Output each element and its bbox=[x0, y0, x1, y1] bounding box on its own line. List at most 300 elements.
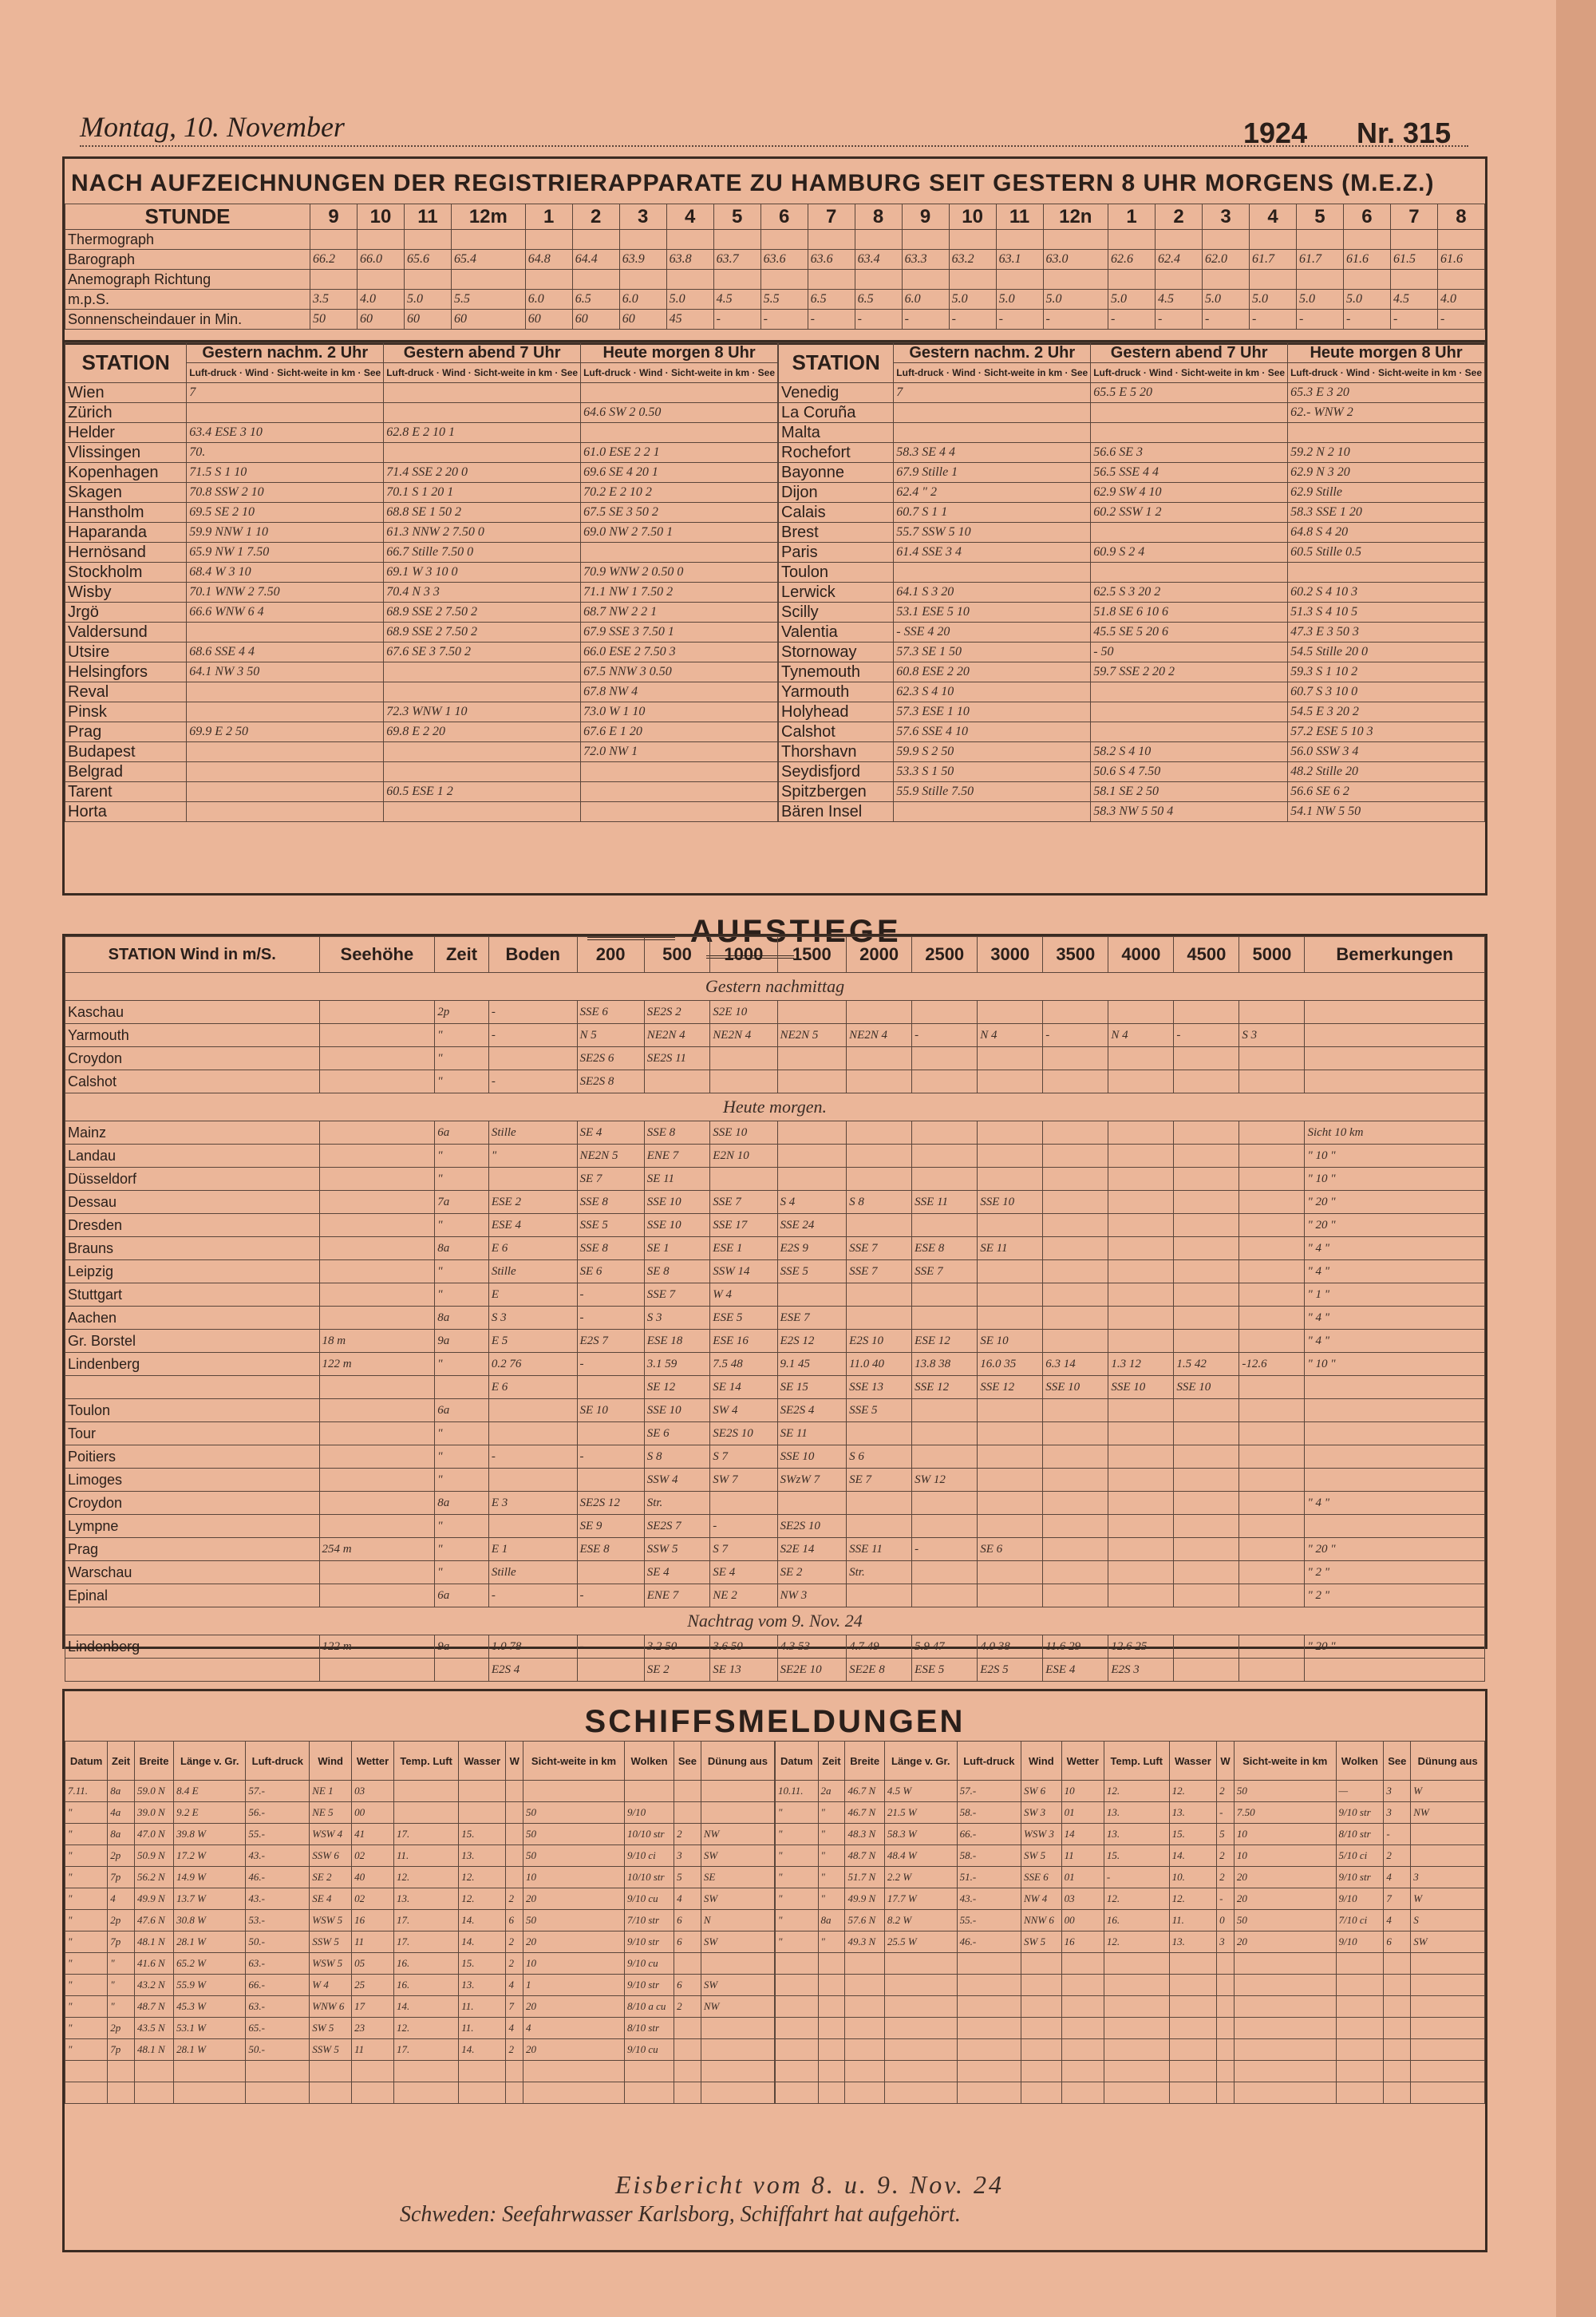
aufstieg-row bbox=[65, 1145, 1485, 1168]
ship-value bbox=[459, 2082, 506, 2104]
station-obs bbox=[187, 702, 384, 722]
ship-value bbox=[1169, 1953, 1217, 1975]
aufstieg-value: E2S 10 bbox=[847, 1330, 912, 1353]
ship-value bbox=[1384, 1996, 1411, 2018]
ship-value: 43.- bbox=[957, 1888, 1021, 1910]
ship-value: 11 bbox=[352, 1931, 394, 1953]
ship-value bbox=[624, 2082, 674, 2104]
station-name: Calais bbox=[779, 503, 894, 523]
ship-value bbox=[701, 1953, 774, 1975]
ship-value bbox=[1411, 2061, 1485, 2082]
station-row bbox=[65, 662, 778, 682]
ship-value: 57.6 N bbox=[845, 1910, 884, 1931]
ship-value: 01 bbox=[1061, 1867, 1104, 1888]
ship-value: 14. bbox=[1169, 1845, 1217, 1867]
aufstieg-value: NW 3 bbox=[777, 1584, 847, 1607]
ship-value bbox=[1234, 2061, 1336, 2082]
aufstieg-value: ESE 4 bbox=[488, 1214, 577, 1237]
aufstieg-value bbox=[435, 1376, 489, 1399]
aufstieg-value bbox=[1305, 1422, 1485, 1445]
ship-value bbox=[1384, 2061, 1411, 2082]
station-obs: 67.6 SE 3 7.50 2 bbox=[384, 643, 581, 662]
ship-col-header: Wind bbox=[310, 1742, 352, 1781]
station-obs: 70.9 WNW 2 0.50 0 bbox=[581, 563, 778, 583]
ship-value: WSW 5 bbox=[310, 1910, 352, 1931]
aufstieg-value: 6.3 14 bbox=[1043, 1353, 1108, 1376]
aufstieg-value bbox=[1043, 1283, 1108, 1307]
station-obs bbox=[1091, 403, 1288, 423]
aufstieg-value: 3.1 59 bbox=[644, 1353, 710, 1376]
aufstieg-station: Croydon bbox=[65, 1492, 320, 1515]
aufstieg-value: SSE 6 bbox=[577, 1001, 644, 1024]
aufstieg-value: SSE 17 bbox=[710, 1214, 777, 1237]
aufstieg-value bbox=[978, 1515, 1043, 1538]
recorder-value: 63.0 bbox=[1043, 250, 1108, 270]
aufstieg-value bbox=[1108, 1538, 1174, 1561]
ship-value bbox=[1217, 1996, 1235, 2018]
aufstieg-value: 11.6 29 bbox=[1043, 1635, 1108, 1659]
ship-value: 20 bbox=[523, 1931, 625, 1953]
ship-row bbox=[776, 1845, 1485, 1867]
station-obs: 65.9 NW 1 7.50 bbox=[187, 543, 384, 563]
aufstieg-value: " bbox=[435, 1070, 489, 1093]
ship-value: 13.7 W bbox=[174, 1888, 246, 1910]
ship-value: 10 bbox=[523, 1953, 625, 1975]
aufstieg-row bbox=[65, 1214, 1485, 1237]
aufstieg-value bbox=[1239, 1635, 1305, 1659]
ship-value bbox=[845, 2039, 884, 2061]
aufstieg-value bbox=[1239, 1515, 1305, 1538]
aufstiege-col-header: 3500 bbox=[1043, 937, 1108, 973]
ship-value: 55.9 W bbox=[174, 1975, 246, 1996]
ship-value bbox=[845, 1996, 884, 2018]
station-name: Wien bbox=[65, 383, 187, 403]
ship-col-header: Datum bbox=[776, 1742, 819, 1781]
station-obs: 57.3 ESE 1 10 bbox=[894, 702, 1091, 722]
ship-row bbox=[65, 1888, 775, 1910]
stations-left-table bbox=[65, 342, 778, 822]
aufstieg-row bbox=[65, 1283, 1485, 1307]
ship-value: 43.2 N bbox=[134, 1975, 173, 1996]
aufstieg-value: SE2S 10 bbox=[777, 1515, 847, 1538]
station-obs bbox=[581, 543, 778, 563]
ship-value: 13. bbox=[459, 1975, 506, 1996]
ship-value: 9/10 str bbox=[624, 1931, 674, 1953]
aufstiege-col-header: Boden bbox=[488, 937, 577, 973]
recorder-value: 5.0 bbox=[996, 290, 1043, 310]
recorder-value: 6.5 bbox=[855, 290, 902, 310]
aufstieg-value bbox=[1108, 1584, 1174, 1607]
ship-value: 02 bbox=[352, 1845, 394, 1867]
recorder-value bbox=[949, 270, 996, 290]
aufstieg-value bbox=[319, 1492, 435, 1515]
ship-value: 4 bbox=[1384, 1910, 1411, 1931]
station-row bbox=[779, 742, 1485, 762]
recorder-value bbox=[1437, 230, 1484, 250]
ship-value: 21.5 W bbox=[884, 1802, 957, 1824]
station-obs: 72.3 WNW 1 10 bbox=[384, 702, 581, 722]
aufstieg-value bbox=[1305, 1659, 1485, 1682]
station-name: Tynemouth bbox=[779, 662, 894, 682]
ship-value: 7.11. bbox=[65, 1781, 108, 1802]
aufstieg-value: - bbox=[577, 1353, 644, 1376]
aufstieg-value bbox=[978, 1422, 1043, 1445]
ship-value: 8a bbox=[108, 1781, 135, 1802]
recorder-value: 61.7 bbox=[1250, 250, 1297, 270]
ship-value: 20 bbox=[1234, 1888, 1336, 1910]
aufstieg-value: ESE 5 bbox=[710, 1307, 777, 1330]
ship-value bbox=[776, 1996, 819, 2018]
station-row bbox=[779, 503, 1485, 523]
recorder-value: - bbox=[902, 310, 949, 330]
recorder-value bbox=[902, 270, 949, 290]
station-obs bbox=[384, 383, 581, 403]
ship-value: SW 5 bbox=[1021, 1931, 1062, 1953]
ship-value bbox=[884, 1975, 957, 1996]
ship-value: 63.- bbox=[246, 1953, 310, 1975]
aufstieg-row bbox=[65, 1191, 1485, 1214]
recorder-value bbox=[404, 230, 451, 250]
hour-cell: 5 bbox=[713, 204, 760, 230]
ship-row bbox=[65, 2039, 775, 2061]
aufstieg-value: " bbox=[435, 1422, 489, 1445]
aufstieg-value bbox=[1174, 1515, 1239, 1538]
ship-row bbox=[65, 2018, 775, 2039]
ship-value: 2 bbox=[506, 1931, 523, 1953]
aufstieg-value bbox=[1174, 1191, 1239, 1214]
recorder-value bbox=[1203, 270, 1250, 290]
ship-value: 6 bbox=[674, 1931, 701, 1953]
aufstieg-value: E2S 3 bbox=[1108, 1659, 1174, 1682]
aufstieg-value bbox=[1043, 1538, 1108, 1561]
station-obs: 59.2 N 2 10 bbox=[1288, 443, 1485, 463]
aufstieg-value bbox=[1108, 1561, 1174, 1584]
ship-value bbox=[1104, 2018, 1169, 2039]
station-row bbox=[779, 543, 1485, 563]
aufstieg-value bbox=[1174, 1584, 1239, 1607]
aufstieg-value bbox=[577, 1561, 644, 1584]
recorder-value: 63.4 bbox=[855, 250, 902, 270]
ship-value: 12. bbox=[1169, 1781, 1217, 1802]
ship-value: 4 bbox=[108, 1888, 135, 1910]
ship-value: 50.- bbox=[246, 2039, 310, 2061]
aufstieg-value: - bbox=[577, 1283, 644, 1307]
recorder-value: 6.0 bbox=[902, 290, 949, 310]
aufstieg-station: Calshot bbox=[65, 1070, 320, 1093]
aufstieg-value: SSE 12 bbox=[978, 1376, 1043, 1399]
schiff-title: SCHIFFSMELDUNGEN bbox=[584, 1704, 966, 1739]
aufstieg-value: " 20 " bbox=[1305, 1214, 1485, 1237]
station-obs: 58.3 SSE 1 20 bbox=[1288, 503, 1485, 523]
page-edge bbox=[1556, 0, 1596, 2317]
ship-value bbox=[1104, 2082, 1169, 2104]
recorder-value: 5.0 bbox=[404, 290, 451, 310]
aufstieg-value bbox=[1239, 1283, 1305, 1307]
ship-value: 56.- bbox=[246, 1802, 310, 1824]
aufstieg-value bbox=[912, 1307, 978, 1330]
aufstiege-col-header: Seehöhe bbox=[319, 937, 435, 973]
aufstieg-value: SSE 10 bbox=[1108, 1376, 1174, 1399]
station-obs: 69.5 SE 2 10 bbox=[187, 503, 384, 523]
aufstieg-value bbox=[978, 1561, 1043, 1584]
aufstieg-value: S 7 bbox=[710, 1445, 777, 1469]
hour-table bbox=[65, 204, 1485, 330]
aufstieg-value bbox=[1174, 1070, 1239, 1093]
recorder-value bbox=[451, 230, 525, 250]
aufstieg-value: " bbox=[435, 1260, 489, 1283]
station-name: Bayonne bbox=[779, 463, 894, 483]
ship-value: SW 3 bbox=[1021, 1802, 1062, 1824]
ship-value bbox=[1411, 1953, 1485, 1975]
aufstieg-value: SE 10 bbox=[577, 1399, 644, 1422]
hour-cell: 1 bbox=[1108, 204, 1156, 230]
station-obs: 48.2 Stille 20 bbox=[1288, 762, 1485, 782]
aufstieg-station: Düsseldorf bbox=[65, 1168, 320, 1191]
ship-value: 15. bbox=[459, 1824, 506, 1845]
aufstieg-value: N 5 bbox=[577, 1024, 644, 1047]
aufstieg-value bbox=[847, 1145, 912, 1168]
ship-value: 10.11. bbox=[776, 1781, 819, 1802]
aufstieg-value: 9a bbox=[435, 1635, 489, 1659]
ship-value: SW bbox=[1411, 1931, 1485, 1953]
aufstieg-row bbox=[65, 1024, 1485, 1047]
aufstieg-value: SSE 7 bbox=[847, 1260, 912, 1283]
ship-value: 16. bbox=[394, 1953, 459, 1975]
station-obs: 58.3 SE 4 4 bbox=[894, 443, 1091, 463]
ship-value bbox=[1234, 1975, 1336, 1996]
aufstieg-value bbox=[1239, 1659, 1305, 1682]
hour-cell: 1 bbox=[525, 204, 572, 230]
aufstieg-value: SSW 5 bbox=[644, 1538, 710, 1561]
recorder-value bbox=[1343, 270, 1390, 290]
aufstieg-value: " bbox=[435, 1445, 489, 1469]
aufstieg-value bbox=[1174, 1047, 1239, 1070]
aufstieg-value: NE 2 bbox=[710, 1584, 777, 1607]
ship-value: 49.9 N bbox=[134, 1888, 173, 1910]
aufstieg-value bbox=[1043, 1237, 1108, 1260]
ship-value: 13. bbox=[394, 1888, 459, 1910]
ship-value: " bbox=[65, 2018, 108, 2039]
recorder-value: 5.0 bbox=[1043, 290, 1108, 310]
recorder-value: - bbox=[1296, 310, 1343, 330]
aufstieg-value bbox=[1239, 1376, 1305, 1399]
ship-value bbox=[957, 2061, 1021, 2082]
station-obs: 56.6 SE 6 2 bbox=[1288, 782, 1485, 802]
aufstiege-col-header: 4500 bbox=[1174, 937, 1239, 973]
aufstieg-value: SSE 8 bbox=[577, 1191, 644, 1214]
station-obs: 60.5 ESE 1 2 bbox=[384, 782, 581, 802]
aufstieg-value: - bbox=[710, 1515, 777, 1538]
station-name: Pinsk bbox=[65, 702, 187, 722]
ship-value: 23 bbox=[352, 2018, 394, 2039]
station-obs bbox=[384, 762, 581, 782]
aufstieg-value bbox=[1174, 1635, 1239, 1659]
station-row bbox=[779, 682, 1485, 702]
aufstieg-station: Mainz bbox=[65, 1121, 320, 1145]
aufstieg-station: Brauns bbox=[65, 1237, 320, 1260]
subheader: Luft-druck · Wind · Sicht-weite in km · See bbox=[384, 363, 581, 383]
ship-row bbox=[65, 1824, 775, 1845]
station-name: Calshot bbox=[779, 722, 894, 742]
station-obs bbox=[187, 802, 384, 822]
aufstieg-value: " 10 " bbox=[1305, 1353, 1485, 1376]
ship-value: 45.3 W bbox=[174, 1996, 246, 2018]
station-obs: 72.0 NW 1 bbox=[581, 742, 778, 762]
station-obs: 59.3 S 1 10 2 bbox=[1288, 662, 1485, 682]
ship-value: 12. bbox=[1104, 1931, 1169, 1953]
station-obs: 69.8 E 2 20 bbox=[384, 722, 581, 742]
aufstieg-value: S 3 bbox=[488, 1307, 577, 1330]
ship-value: 25.5 W bbox=[884, 1931, 957, 1953]
station-row bbox=[779, 603, 1485, 623]
ship-value bbox=[1061, 1953, 1104, 1975]
aufstieg-value: SE 7 bbox=[577, 1168, 644, 1191]
ship-value: 7.50 bbox=[1234, 1802, 1336, 1824]
aufstieg-value bbox=[1239, 1445, 1305, 1469]
aufstieg-value: Stille bbox=[488, 1121, 577, 1145]
ship-value bbox=[310, 2061, 352, 2082]
aufstieg-value bbox=[847, 1584, 912, 1607]
aufstieg-value bbox=[1239, 1307, 1305, 1330]
ship-value: 46.7 N bbox=[845, 1802, 884, 1824]
ship-value: 9/10 bbox=[624, 1802, 674, 1824]
station-row bbox=[65, 603, 778, 623]
recorder-value: 62.0 bbox=[1203, 250, 1250, 270]
aufstieg-value: - bbox=[577, 1584, 644, 1607]
aufstieg-value: 3.2 50 bbox=[644, 1635, 710, 1659]
aufstiege-table bbox=[65, 936, 1485, 1682]
aufstiege-box bbox=[62, 934, 1487, 1676]
aufstieg-value: SE2S 10 bbox=[710, 1422, 777, 1445]
ship-value bbox=[1061, 1996, 1104, 2018]
recorder-value: 61.7 bbox=[1296, 250, 1343, 270]
ship-value: 17. bbox=[394, 1931, 459, 1953]
ship-value bbox=[1104, 2039, 1169, 2061]
recorder-value: 64.4 bbox=[572, 250, 619, 270]
aufstieg-value: S 3 bbox=[644, 1307, 710, 1330]
ship-right-table bbox=[775, 1741, 1485, 2104]
aufstieg-value bbox=[319, 1214, 435, 1237]
ship-value bbox=[1384, 2082, 1411, 2104]
ship-value bbox=[1384, 2018, 1411, 2039]
ship-col-header: See bbox=[1384, 1742, 1411, 1781]
station-obs: 67.5 NNW 3 0.50 bbox=[581, 662, 778, 682]
aufstieg-value: " 4 " bbox=[1305, 1330, 1485, 1353]
station-obs: 68.6 SSE 4 4 bbox=[187, 643, 384, 662]
aufstieg-value bbox=[1174, 1237, 1239, 1260]
ship-value: 6 bbox=[674, 1975, 701, 1996]
ship-row bbox=[776, 1824, 1485, 1845]
aufstieg-value bbox=[1174, 1330, 1239, 1353]
station-row bbox=[65, 463, 778, 483]
aufstieg-value: - bbox=[577, 1445, 644, 1469]
station-name: Prag bbox=[65, 722, 187, 742]
ship-value: 39.8 W bbox=[174, 1824, 246, 1845]
ship-value: 15. bbox=[1169, 1824, 1217, 1845]
ship-value: 9/10 cu bbox=[624, 1953, 674, 1975]
station-obs: 60.8 ESE 2 20 bbox=[894, 662, 1091, 682]
station-obs: 68.9 SSE 2 7.50 2 bbox=[384, 603, 581, 623]
station-row bbox=[65, 643, 778, 662]
station-row bbox=[65, 543, 778, 563]
aufstiege-col-header: STATION Wind in m/S. bbox=[65, 937, 320, 973]
aufstieg-value bbox=[1043, 1145, 1108, 1168]
ship-value bbox=[1217, 2039, 1235, 2061]
aufstieg-value: SE 14 bbox=[710, 1376, 777, 1399]
ship-value: 10 bbox=[1234, 1824, 1336, 1845]
station-name: Scilly bbox=[779, 603, 894, 623]
aufstieg-value: - bbox=[488, 1445, 577, 1469]
station-row bbox=[779, 463, 1485, 483]
ship-row bbox=[65, 1867, 775, 1888]
aufstieg-value: N 4 bbox=[978, 1024, 1043, 1047]
ship-value: 55.- bbox=[957, 1910, 1021, 1931]
aufstieg-value bbox=[912, 1121, 978, 1145]
station-header-row bbox=[65, 343, 778, 363]
ship-value: NW bbox=[1411, 1802, 1485, 1824]
aufstieg-value bbox=[319, 1422, 435, 1445]
ship-value bbox=[1234, 2039, 1336, 2061]
aufstieg-value: SSE 7 bbox=[710, 1191, 777, 1214]
aufstieg-value bbox=[319, 1024, 435, 1047]
ship-col-header: W bbox=[1217, 1742, 1235, 1781]
section-row bbox=[65, 973, 1485, 1001]
ship-value: SW bbox=[701, 1931, 774, 1953]
aufstiege-col-header: 200 bbox=[577, 937, 644, 973]
aufstieg-station: Gr. Borstel bbox=[65, 1330, 320, 1353]
recorder-value: 6.0 bbox=[619, 290, 666, 310]
time-group-header: Heute morgen 8 Uhr bbox=[581, 343, 778, 363]
subheader: Luft-druck · Wind · Sicht-weite in km · See bbox=[1091, 363, 1288, 383]
station-obs: 58.1 SE 2 50 bbox=[1091, 782, 1288, 802]
ship-value bbox=[134, 2082, 173, 2104]
ship-value bbox=[459, 2061, 506, 2082]
aufstieg-value bbox=[978, 1445, 1043, 1469]
aufstieg-value: SSE 8 bbox=[644, 1121, 710, 1145]
station-row bbox=[65, 523, 778, 543]
station-obs: 62.8 E 2 10 1 bbox=[384, 423, 581, 443]
ship-value: 14. bbox=[459, 1931, 506, 1953]
ship-value: 65.- bbox=[246, 2018, 310, 2039]
aufstieg-value bbox=[1239, 1469, 1305, 1492]
station-obs: 66.6 WNW 6 4 bbox=[187, 603, 384, 623]
ship-value: " bbox=[818, 1931, 845, 1953]
ship-value: 12. bbox=[394, 1867, 459, 1888]
aufstieg-value bbox=[978, 1469, 1043, 1492]
station-obs bbox=[894, 403, 1091, 423]
station-obs: 59.9 NNW 1 10 bbox=[187, 523, 384, 543]
recorder-value: 63.6 bbox=[760, 250, 808, 270]
station-row bbox=[779, 623, 1485, 643]
station-row bbox=[779, 662, 1485, 682]
station-obs: 51.3 S 4 10 5 bbox=[1288, 603, 1485, 623]
station-row bbox=[779, 443, 1485, 463]
station-obs: 53.1 ESE 5 10 bbox=[894, 603, 1091, 623]
ship-value bbox=[818, 2039, 845, 2061]
aufstieg-station: Tour bbox=[65, 1422, 320, 1445]
recorder-value: 5.5 bbox=[760, 290, 808, 310]
aufstieg-value bbox=[1108, 1191, 1174, 1214]
recorder-value: - bbox=[1156, 310, 1203, 330]
aufstieg-value bbox=[912, 1001, 978, 1024]
ship-row bbox=[776, 1867, 1485, 1888]
ship-value: " bbox=[818, 1867, 845, 1888]
aufstieg-station: Dresden bbox=[65, 1214, 320, 1237]
aufstieg-value bbox=[1174, 1538, 1239, 1561]
stations-right-table bbox=[778, 342, 1485, 822]
hour-cell: 6 bbox=[1343, 204, 1390, 230]
aufstieg-station: Lindenberg bbox=[65, 1353, 320, 1376]
